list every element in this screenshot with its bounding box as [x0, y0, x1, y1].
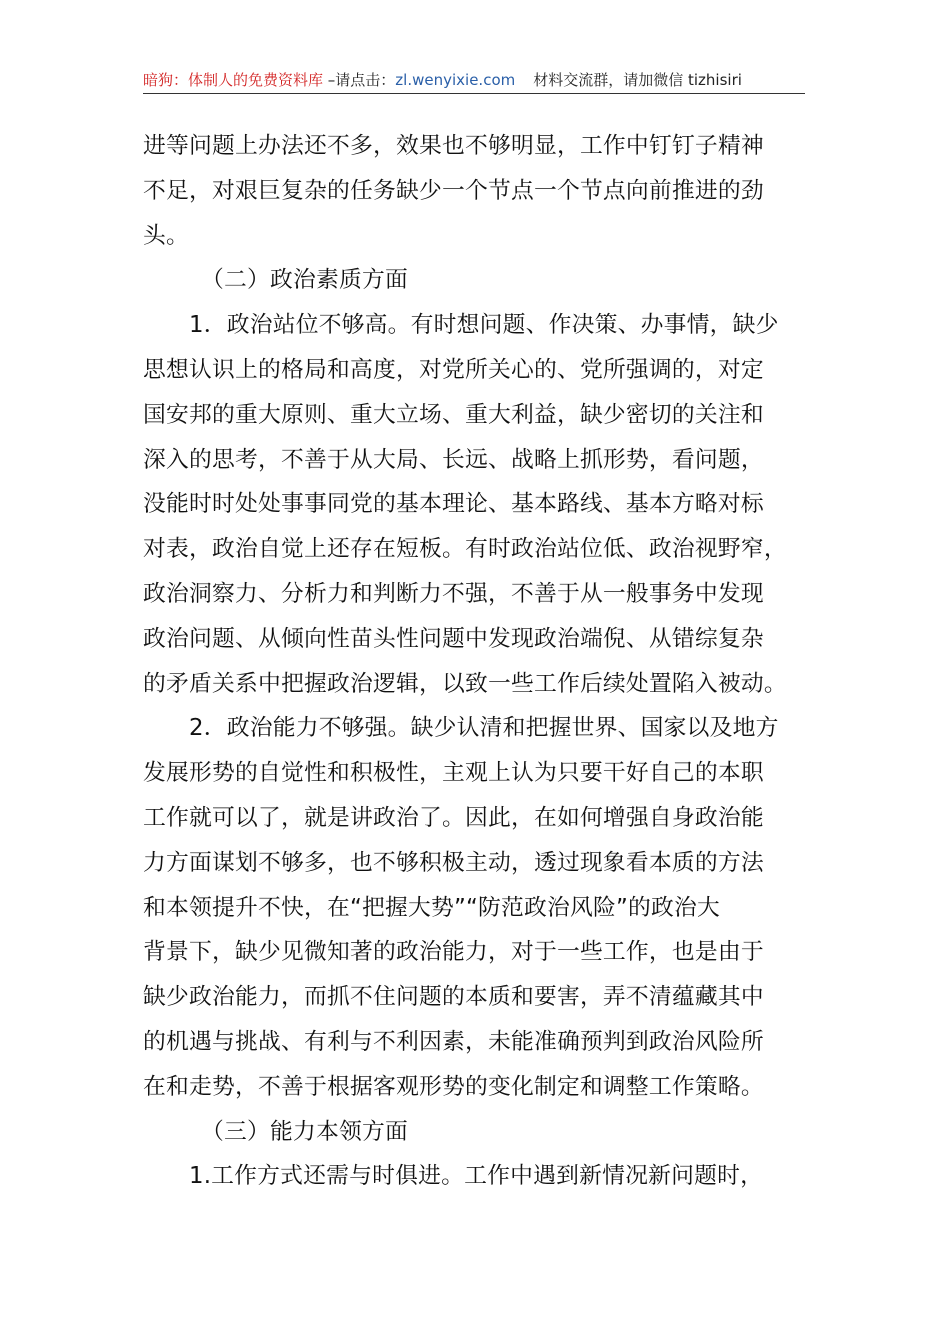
header-brand: 暗狗：体制人的免费资料库 [143, 71, 324, 89]
document-body [143, 124, 807, 1199]
body-line: 政治问题、从倾向性苗头性问题中发现政治端倪、从错综复杂 [143, 625, 764, 652]
header-contact: 材料交流群，请加微信 tizhisiri [533, 71, 742, 89]
body-line: 在和走势，不善于根据客观形势的变化制定和调整工作策略。 [143, 1073, 764, 1100]
body-line: 背景下，缺少见微知著的政治能力，对于一些工作，也是由于 [143, 939, 764, 966]
section-heading-political-quality: （二）政治素质方面 [201, 267, 408, 294]
body-line: 国安邦的重大原则、重大立场、重大利益，缺少密切的关注和 [143, 401, 764, 428]
body-line: 政治洞察力、分析力和判断力不强，不善于从一般事务中发现 [143, 580, 764, 607]
body-line: 发展形势的自觉性和积极性，主观上认为只要干好自己的本职 [143, 760, 764, 787]
body-line: 1.工作方式还需与时俱进。工作中遇到新情况新问题时， [189, 1163, 764, 1190]
header-link[interactable]: zl.wenyixie.com [395, 71, 516, 89]
body-line: 缺少政治能力，而抓不住问题的本质和要害，弄不清蕴藏其中 [143, 984, 764, 1011]
body-line: 力方面谋划不够多，也不够积极主动，透过现象看本质的方法 [143, 849, 764, 876]
header-divider [143, 93, 805, 94]
body-line: 没能时时处处事事同党的基本理论、基本路线、基本方略对标 [143, 491, 764, 518]
body-line: 1．政治站位不够高。有时想问题、作决策、办事情，缺少 [189, 312, 779, 339]
header-prompt: –请点击： [323, 71, 396, 89]
page-header [143, 66, 805, 94]
body-line: 和本领提升不快，在“把握大势”“防范政治风险”的政治大 [143, 894, 720, 921]
section-heading-ability: （三）能力本领方面 [201, 1118, 408, 1145]
body-line: 思想认识上的格局和高度，对党所关心的、党所强调的，对定 [143, 356, 764, 383]
body-line: 进等问题上办法还不多，效果也不够明显，工作中钉钉子精神 [143, 133, 764, 159]
body-line: 2．政治能力不够强。缺少认清和把握世界、国家以及地方 [189, 715, 779, 742]
body-line: 对表，政治自觉上还存在短板。有时政治站位低、政治视野窄， [143, 536, 787, 563]
body-line: 工作就可以了，就是讲政治了。因此，在如何增强自身政治能 [143, 804, 764, 831]
body-line: 不足，对艰巨复杂的任务缺少一个节点一个节点向前推进的劲 [143, 177, 764, 204]
body-line: 的矛盾关系中把握政治逻辑，以致一些工作后续处置陷入被动。 [143, 670, 787, 697]
body-line: 头。 [143, 222, 189, 249]
body-line: 深入的思考，不善于从大局、长远、战略上抓形势，看问题， [143, 446, 764, 473]
body-line: 的机遇与挑战、有利与不利因素，未能准确预判到政治风险所 [143, 1028, 764, 1055]
